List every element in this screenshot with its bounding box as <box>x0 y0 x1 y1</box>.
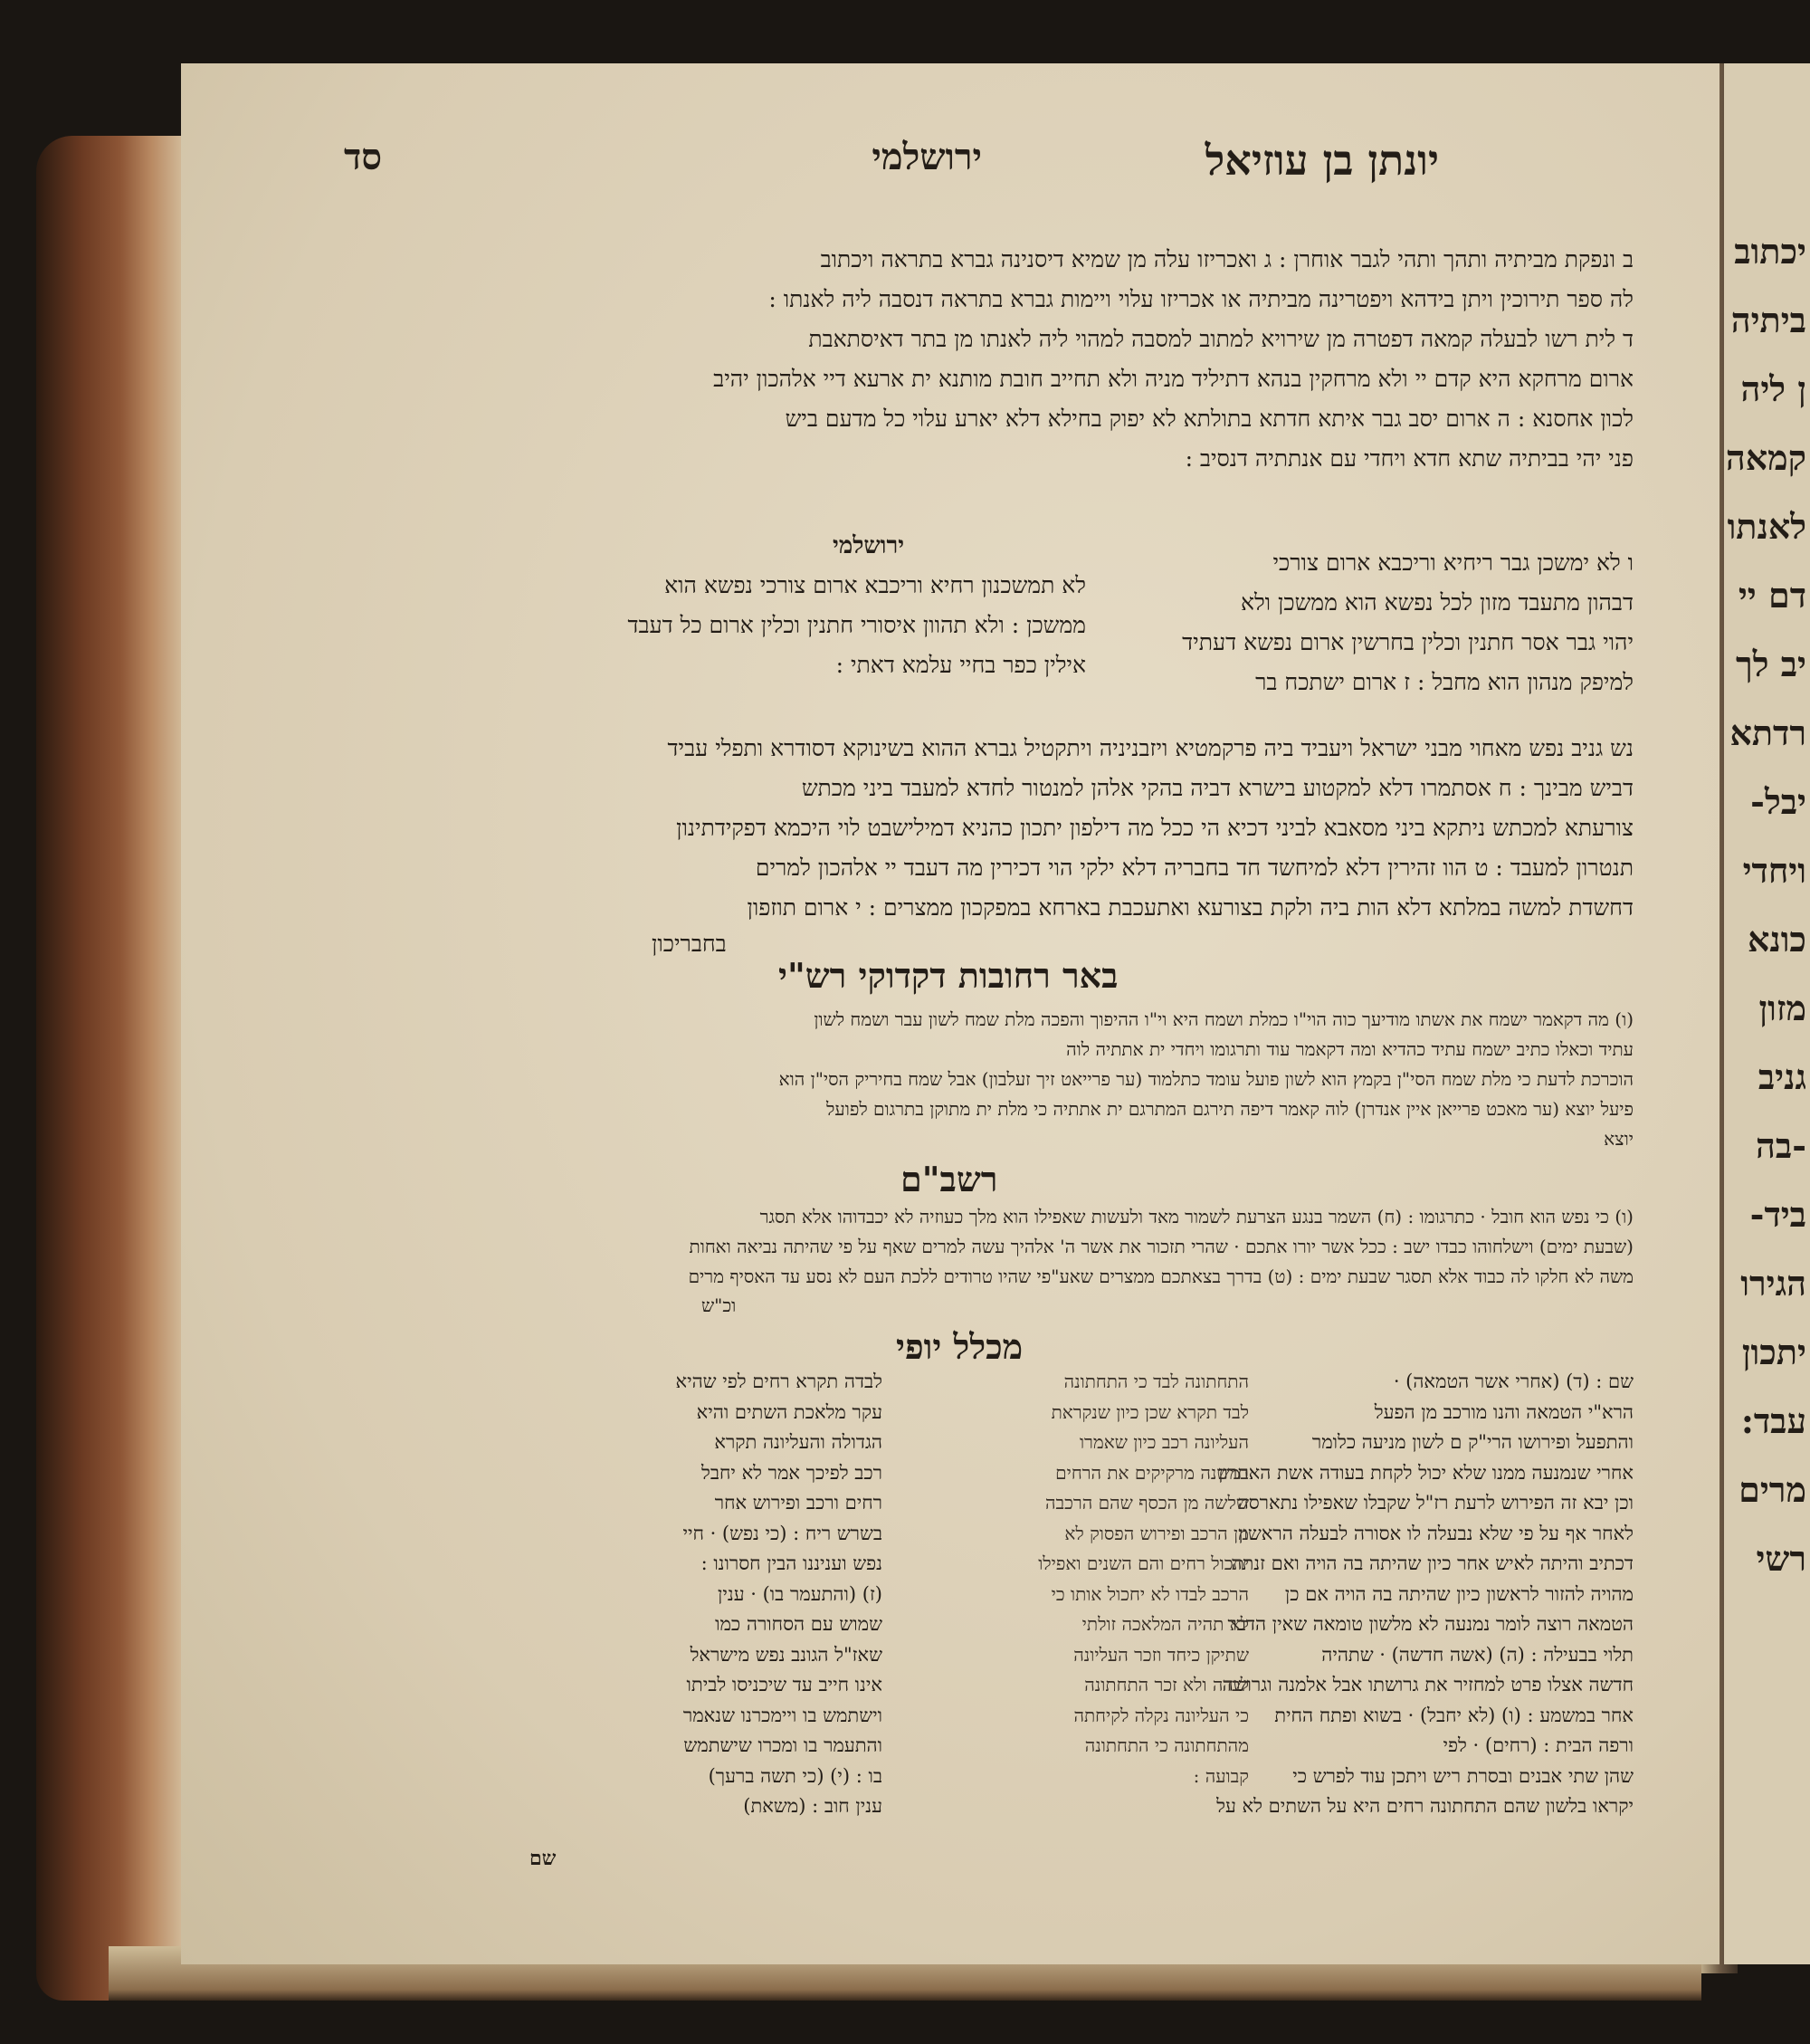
targum-text-right-column <box>1045 543 1634 702</box>
text-line: ענין חוב : (משאת) <box>743 1795 882 1817</box>
facing-page-word: ן ליה <box>1740 368 1806 409</box>
catchword: שם <box>529 1847 557 1870</box>
text-line: ארום מרחקא היא קדם יי ולא מרחקין בנהא דתיליד מניה ולא תחייב חובת מותנא ית ארעא דיי אלהכון יהיב <box>713 366 1634 392</box>
facing-page-word: -בה <box>1756 1125 1806 1166</box>
text-line: וכן יבא זה הפירוש לרעת רז"ל שקבלו שאפילו נתארסה <box>1237 1492 1634 1514</box>
michlal-yofi-column-3 <box>543 1367 882 1822</box>
book-fore-edge <box>36 136 190 2001</box>
text-line: לבד תקרא שכן כיון שנקראת <box>1051 1400 1249 1423</box>
text-line: בשרש ריח : (כי נפש) · חיי <box>682 1522 882 1544</box>
text-line: רחים ורכב ופירוש אחר <box>714 1492 882 1514</box>
text-line: אחרי שנמנעה ממנו שלא יכול לקחת בעודה אשת האחרון <box>1218 1461 1634 1484</box>
text-line: עתיד וכאלו כתיב ישמח עתיד כהדיא ומה דקאמר עוד ותרגומו ויחדי ית אתתיה לוה <box>1066 1038 1634 1060</box>
section-title-michlal-yofi: מכלל יופי <box>896 1326 1024 1367</box>
text-line: והתפעל ופירושו הרי"ק ם לשון מניעה כלומר <box>1311 1431 1634 1453</box>
text-line: תלוי בבעילה : (ה) (אשה חדשה) · שתהיה <box>1321 1643 1634 1666</box>
text-line: וישתמש בו ויימכרנו שנאמר <box>682 1704 882 1726</box>
text-line: מהויה להזור לראשון כיון שהיתה בה הויה אם כן <box>1284 1582 1634 1605</box>
text-line: אחר במשמע : (ו) (לא יחבל) · בשוא ופתח החית <box>1274 1704 1634 1726</box>
text-line: יתכול רחים והם השנים ואפילו <box>1038 1552 1249 1574</box>
facing-page-word: הגירו <box>1740 1263 1806 1304</box>
text-line: יקראו בלשון שהם התחתונה רחים היא על השתים לא על <box>1216 1795 1634 1817</box>
text-line: פני יהי בביתיה שתא חדא ויחדי עם אנתתיה דנסיב : <box>1185 445 1634 472</box>
text-line: הוכרכת לדעת כי מלת שמח הסי"ן בקמץ הוא לשון פועל עומד כתלמוד (ער פרייאט זיך זעלבון) אבל שמח בחיריק הסי"ן הוא <box>778 1068 1634 1090</box>
text-line: אינו חייב עד שיכניסו לביתו <box>686 1674 882 1695</box>
facing-page-word: יב לך <box>1736 644 1806 684</box>
facing-page-word: יבל- <box>1750 781 1806 822</box>
text-line: (שבעת ימים) וישלחוהו כבדו ישב : ככל אשר יורו אתכם · שהרי תזכור את אשר ה' אלהיך עשה למרים שאף על פי שהיתה נביאה ואחות <box>689 1236 1634 1257</box>
header-title-right: יונתן בן עוזיאל <box>1205 136 1439 185</box>
facing-page-word: ביתיה <box>1730 300 1806 340</box>
text-line: לא תמשכנון רחיא וריכבא ארום צורכי נפשא הוא <box>664 572 1086 598</box>
text-line: ד לית רשו לבעלה קמאה דפטרה מן שירויא למתוב למסבה למהוי ליה לאנתו מן בתר דאיסתאבת <box>808 326 1634 352</box>
section-title-beer: באר רחובות דקדוקי רש"י <box>778 955 1119 996</box>
michlal-yofi-column-2 <box>910 1367 1249 1791</box>
text-line: העליונה רכב כיון שאמרו <box>1079 1431 1249 1453</box>
text-line: והתעמר בו ומכרו שישתמש <box>683 1734 882 1756</box>
facing-page-word: כונא <box>1747 919 1806 960</box>
facing-page-word: רדתא <box>1729 712 1806 753</box>
text-line: לבדה תקרא רחים לפי שהיא <box>675 1371 882 1392</box>
header-title-mid: ירושלמי <box>872 136 982 178</box>
text-line: לכון אחסנא : ה ארום יסב גבר איתא חדתא בתולתא לא יפוק בחילא דלא יארע עלוי כל מדעם ביש <box>785 406 1634 432</box>
beer-rechovot-commentary <box>389 1005 1634 1154</box>
text-line: צורעתא למכתש ניתקא ביני מסאבא לביני דכיא הי ככל מה דילפון יתכון כהניא דמילישבט לוי היכמא דפקידתינון <box>676 815 1634 841</box>
text-line: לבדה ולא זכר התחתונה <box>1084 1674 1249 1695</box>
text-line: דכתיב והיתה לאיש אחר כיון שהיתה בה הויה ואם זנתה <box>1231 1552 1634 1574</box>
facing-page-word: עבד: <box>1740 1400 1806 1441</box>
jerusalmi-subtitle: ירושלמי <box>833 532 905 559</box>
rashbam-commentary <box>389 1202 1634 1292</box>
text-line: שמוש עם הסחורה כמו <box>715 1613 882 1635</box>
text-line: יהוי גבר אסר חתנין וכלין בחרשין ארום נפשא דעתיד <box>1182 629 1634 655</box>
text-line: שלשה מן הכסף שהם הרכבה <box>1045 1492 1249 1514</box>
targum-text-middle <box>389 729 1634 928</box>
text-line: הגדולה והעליונה תקרא <box>714 1431 882 1453</box>
jerusalmi-text-left-column <box>389 566 1086 685</box>
text-line: ממשכן : ולא תהוון איסורי חתנין וכלין ארום כל דעבד <box>627 612 1086 638</box>
facing-page-word: יכתוב <box>1734 231 1806 272</box>
facing-page-word: גניב <box>1758 1056 1806 1097</box>
text-line: בו : (י) (כי תשה ברעך) <box>708 1764 882 1787</box>
text-line: שתיקן כיחד וזכר העליונה <box>1073 1643 1249 1666</box>
text-line: לא תהיה המלאכה זולתי <box>1081 1613 1249 1635</box>
facing-page-word: רשי <box>1756 1538 1806 1579</box>
text-line: הטמאה רוצה לומר נמנעה לא מלשון טומאה שאין הדבר <box>1227 1613 1634 1635</box>
text-line: (ו) מה דקאמר ישמח את אשתו מודיעך כוה הוי"ו כמלת ושמח היא וי"ו ההיפוך והפכה מלת שמח לשון עבר ושמח לשון <box>814 1008 1634 1030</box>
text-line: דחשדת למשה במלתא דלא הות ביה ולקת בצורעא ואתעכבת בארחא במפקכון ממצרים : י ארום תוזפון <box>747 894 1634 921</box>
text-line: תנטרון למעבד : ט הוו זהירין דלא למיחשד חד בחבריה דלא ילקי הוי דכירין מה דעבד יי אלהכון למרים <box>755 855 1634 881</box>
text-line: מהתחתונה כי התחתונה <box>1084 1734 1249 1756</box>
text-line: במשנה מרקיקים את הרחים <box>1055 1461 1249 1484</box>
text-line: נפש ועניננו הבין חסרונו : <box>700 1552 882 1574</box>
text-line: נש גניב נפש מאחוי מבני ישראל ויעביד ביה פרקמטיא ויזבניניה ויתקטיל גברא ההוא בשינוקא דסודרא ותפלי עביד <box>667 735 1634 761</box>
text-line: אילין כפר בחיי עלמא דאתי : <box>835 652 1086 678</box>
text-line: חדשה אצלו פרט למחזיר את גרושתו אבל אלמנה וגרושה <box>1222 1674 1634 1695</box>
facing-page-word: יתכון <box>1741 1332 1806 1372</box>
text-line: שאז"ל הגונב נפש מישראל <box>690 1643 882 1666</box>
catchword: בחבריכון <box>652 931 727 957</box>
section-title-rashbam: רשב"ם <box>900 1159 998 1199</box>
text-line: ב ונפקת מביתיה ותהך ותהי לגבר אוחרן : ג ואכריזו עלה מן שמיא דיסנינה גברא בתראה ויכתוב <box>820 246 1634 272</box>
text-line: (ז) (והתעמר בו) · ענין <box>718 1582 882 1605</box>
text-line: יוצא <box>1604 1128 1634 1150</box>
facing-page-word: לאנתו <box>1727 506 1806 547</box>
facing-page-word: ביד- <box>1749 1194 1806 1235</box>
text-line: דבהון מתעבד מזון לכל נפשא הוא ממשכן ולא <box>1240 589 1634 616</box>
facing-page-word: ויחדי <box>1742 850 1806 891</box>
facing-page-word: דם יי <box>1738 575 1806 616</box>
text-line: התחתונה לבד כי התחתונה <box>1063 1371 1249 1392</box>
text-line: הרכב לבדו לא יחכול אותו כי <box>1051 1582 1249 1605</box>
text-line: ורפה הבית : (רחים) · לפי <box>1443 1734 1634 1756</box>
text-line: כי העליונה נקלה לקיחתה <box>1073 1704 1249 1726</box>
text-line: שם : (ד) (אחרי אשר הטמאה) · <box>1393 1371 1634 1392</box>
text-line: מן הרכב ופירוש הפסוק לא <box>1064 1522 1249 1544</box>
facing-page-word: קמאה <box>1725 437 1806 478</box>
text-line: קבועה : <box>1193 1764 1249 1787</box>
catchword: וכ"ש <box>701 1294 737 1316</box>
facing-page-word: מרים <box>1739 1469 1806 1510</box>
text-line: שהן שתי אבנים ובסרת ריש ויתכן עוד לפרש כי <box>1292 1764 1634 1787</box>
text-line: למיפק מנהון הוא מחבל : ז ארום ישתכח בר <box>1255 669 1634 695</box>
text-line: (ו) כי נפש הוא חובל · כתרגומו : (ח) השמר בנגע הצרעת לשמור מאד ולעשות שאפילו הוא מלך כעוזיה לא יכבדוהו אלא תסגר <box>759 1206 1634 1227</box>
page-number: סד <box>344 136 382 178</box>
text-line: ו לא ימשכן גבר ריחיא וריכבא ארום צורכי <box>1272 549 1634 576</box>
text-line: פיעל יוצא (ער מאכט פרייאן איין אנדרן) לוה קאמר דיפה תירגם המתרגם ית אתתיה כי מלת ית מתוקן בתרגום לפועל <box>826 1098 1634 1120</box>
text-line: משה לא חלקו לה כבוד אלא תסגר שבעת ימים : (ט) בדרך בצאתכם ממצרים שאע"פי שהיו טרודים ללכת העם לא נסע עד האסיף מרים <box>688 1266 1634 1287</box>
text-line: הרא"י הטמאה והנו מורכב מן הפעל <box>1374 1400 1634 1423</box>
text-line: לאחר אף על פי שלא נבעלה לו אסורה לבעלה הראשון <box>1238 1522 1634 1544</box>
text-line: לה ספר תירוכין ויתן בידהא ויפטרינה מביתיה או אכריזו עלוי ויימות גברא בתראה דנסבה ליה לאנתו : <box>768 286 1634 312</box>
facing-page-edge <box>1724 63 1810 1964</box>
facing-page-word: מזון <box>1758 988 1806 1028</box>
targum-text-top <box>389 240 1634 479</box>
book-page <box>181 63 1720 1964</box>
text-line: רכב לפיכך אמר לא יחבל <box>701 1461 882 1484</box>
text-line: עקר מלאכת השתים והיא <box>696 1400 882 1423</box>
text-line: דביש מבינך : ח אסתמרו דלא למקטוע בישרא דביה בהקי אלהן למנטור לחדא למעבד ביני מכתש <box>801 775 1634 801</box>
